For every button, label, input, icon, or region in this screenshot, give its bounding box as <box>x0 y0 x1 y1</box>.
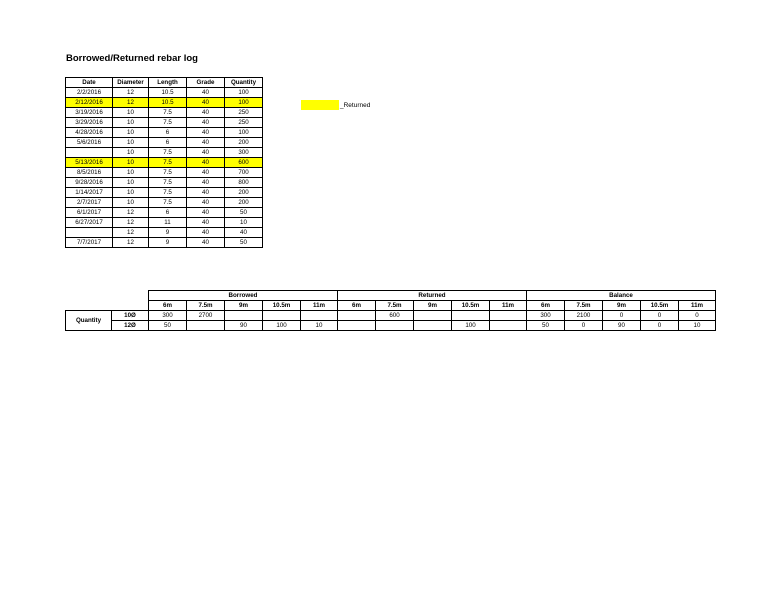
log-row <box>66 98 263 108</box>
log-cell-length: 6 <box>149 208 187 218</box>
length-header: 11m <box>301 301 338 311</box>
summary-body <box>66 311 716 331</box>
log-cell-quantity: 200 <box>225 138 263 148</box>
log-row <box>66 228 263 238</box>
balance-cell: 10 <box>679 321 716 331</box>
log-cell-length: 7.5 <box>149 178 187 188</box>
length-header: 11m <box>679 301 716 311</box>
log-cell-date: 4/28/2016 <box>66 128 113 138</box>
log-row <box>66 118 263 128</box>
returned-cell <box>490 321 527 331</box>
summary-length-row <box>66 301 716 311</box>
log-cell-date: 6/1/2017 <box>66 208 113 218</box>
log-cell-length: 7.5 <box>149 198 187 208</box>
log-cell-diameter: 10 <box>113 178 149 188</box>
length-header: 9m <box>414 301 452 311</box>
log-cell-date: 8/5/2016 <box>66 168 113 178</box>
log-cell-date: 5/6/2016 <box>66 138 113 148</box>
group-balance: Balance <box>527 291 716 301</box>
log-cell-quantity: 600 <box>225 158 263 168</box>
returned-cell <box>452 311 490 321</box>
log-cell-grade: 40 <box>187 118 225 128</box>
log-cell-diameter: 10 <box>113 138 149 148</box>
log-cell-quantity: 50 <box>225 238 263 248</box>
log-header-diameter: Diameter <box>113 78 149 88</box>
log-row <box>66 108 263 118</box>
log-cell-diameter: 12 <box>113 88 149 98</box>
log-cell-quantity: 700 <box>225 168 263 178</box>
log-cell-date: 3/19/2016 <box>66 108 113 118</box>
log-cell-date: 2/2/2016 <box>66 88 113 98</box>
log-row <box>66 188 263 198</box>
log-cell-grade: 40 <box>187 88 225 98</box>
balance-cell: 300 <box>527 311 565 321</box>
log-cell-date: 2/12/2016 <box>66 98 113 108</box>
balance-cell: 0 <box>603 311 641 321</box>
borrowed-cell: 100 <box>263 321 301 331</box>
log-cell-quantity: 250 <box>225 108 263 118</box>
log-cell-quantity: 100 <box>225 88 263 98</box>
returned-cell <box>338 311 376 321</box>
summary-group-row <box>66 291 716 301</box>
log-cell-length: 9 <box>149 228 187 238</box>
legend-swatch <box>301 100 339 110</box>
length-header: 6m <box>149 301 187 311</box>
log-cell-grade: 40 <box>187 208 225 218</box>
returned-cell <box>338 321 376 331</box>
log-cell-diameter: 12 <box>113 238 149 248</box>
log-cell-date: 3/29/2016 <box>66 118 113 128</box>
log-cell-grade: 40 <box>187 138 225 148</box>
balance-cell: 0 <box>641 311 679 321</box>
borrowed-cell: 10 <box>301 321 338 331</box>
log-cell-grade: 40 <box>187 218 225 228</box>
log-cell-quantity: 100 <box>225 128 263 138</box>
log-row <box>66 138 263 148</box>
log-cell-grade: 40 <box>187 128 225 138</box>
log-cell-diameter: 12 <box>113 98 149 108</box>
log-cell-length: 11 <box>149 218 187 228</box>
log-cell-diameter: 10 <box>113 198 149 208</box>
log-cell-grade: 40 <box>187 158 225 168</box>
log-header-row <box>66 78 263 88</box>
page-title: Borrowed/Returned rebar log <box>66 53 198 64</box>
legend <box>301 100 370 110</box>
log-row <box>66 178 263 188</box>
borrowed-cell: 300 <box>149 311 187 321</box>
log-header-date: Date <box>66 78 113 88</box>
log-cell-grade: 40 <box>187 168 225 178</box>
borrowed-cell <box>301 311 338 321</box>
log-cell-diameter: 10 <box>113 118 149 128</box>
log-row <box>66 158 263 168</box>
log-cell-grade: 40 <box>187 238 225 248</box>
balance-cell: 90 <box>603 321 641 331</box>
log-cell-quantity: 250 <box>225 118 263 128</box>
log-cell-quantity: 300 <box>225 148 263 158</box>
log-cell-quantity: 50 <box>225 208 263 218</box>
log-cell-diameter: 12 <box>113 208 149 218</box>
log-row <box>66 128 263 138</box>
balance-cell: 0 <box>679 311 716 321</box>
returned-cell <box>414 311 452 321</box>
borrowed-cell: 90 <box>225 321 263 331</box>
log-cell-length: 9 <box>149 238 187 248</box>
summary-row <box>66 321 716 331</box>
log-cell-date: 1/14/2017 <box>66 188 113 198</box>
log-body <box>66 88 263 248</box>
log-cell-grade: 40 <box>187 108 225 118</box>
length-header: 10.5m <box>452 301 490 311</box>
diameter-label: 12Ø <box>112 321 149 331</box>
summary-row <box>66 311 716 321</box>
borrowed-cell: 2700 <box>187 311 225 321</box>
borrowed-cell: 50 <box>149 321 187 331</box>
log-cell-diameter: 10 <box>113 148 149 158</box>
balance-cell: 2100 <box>565 311 603 321</box>
balance-cell: 50 <box>527 321 565 331</box>
returned-cell <box>414 321 452 331</box>
log-cell-length: 7.5 <box>149 188 187 198</box>
log-cell-length: 6 <box>149 128 187 138</box>
group-returned: Returned <box>338 291 527 301</box>
log-cell-date <box>66 228 113 238</box>
log-row <box>66 208 263 218</box>
log-cell-length: 10.5 <box>149 88 187 98</box>
log-cell-grade: 40 <box>187 98 225 108</box>
returned-cell: 600 <box>376 311 414 321</box>
borrowed-cell <box>263 311 301 321</box>
log-cell-quantity: 10 <box>225 218 263 228</box>
log-cell-quantity: 100 <box>225 98 263 108</box>
log-cell-date: 2/7/2017 <box>66 198 113 208</box>
log-cell-length: 7.5 <box>149 158 187 168</box>
log-cell-diameter: 10 <box>113 168 149 178</box>
log-cell-date: 5/13/2016 <box>66 158 113 168</box>
log-cell-length: 7.5 <box>149 148 187 158</box>
log-cell-date: 9/28/2016 <box>66 178 113 188</box>
log-cell-grade: 40 <box>187 178 225 188</box>
log-cell-length: 7.5 <box>149 118 187 128</box>
log-cell-length: 10.5 <box>149 98 187 108</box>
log-cell-date: 6/27/2017 <box>66 218 113 228</box>
length-header: 7.5m <box>376 301 414 311</box>
log-cell-diameter: 12 <box>113 228 149 238</box>
log-cell-quantity: 200 <box>225 198 263 208</box>
log-cell-diameter: 12 <box>113 218 149 228</box>
returned-cell: 100 <box>452 321 490 331</box>
length-header: 11m <box>490 301 527 311</box>
log-cell-date <box>66 148 113 158</box>
length-header: 6m <box>338 301 376 311</box>
log-cell-grade: 40 <box>187 228 225 238</box>
legend-label: _Returned <box>340 101 371 109</box>
log-row <box>66 168 263 178</box>
balance-cell: 0 <box>565 321 603 331</box>
log-cell-diameter: 10 <box>113 158 149 168</box>
log-cell-grade: 40 <box>187 148 225 158</box>
log-header-length: Length <box>149 78 187 88</box>
log-cell-length: 7.5 <box>149 108 187 118</box>
length-header: 10.5m <box>263 301 301 311</box>
log-cell-grade: 40 <box>187 198 225 208</box>
log-cell-diameter: 10 <box>113 128 149 138</box>
log-cell-diameter: 10 <box>113 188 149 198</box>
length-header: 10.5m <box>641 301 679 311</box>
quantity-row-header: Quantity <box>66 311 112 331</box>
length-header: 7.5m <box>565 301 603 311</box>
log-header-grade: Grade <box>187 78 225 88</box>
rebar-log-table <box>65 77 263 248</box>
log-row <box>66 88 263 98</box>
log-row <box>66 238 263 248</box>
log-cell-grade: 40 <box>187 188 225 198</box>
borrowed-cell <box>187 321 225 331</box>
log-cell-quantity: 40 <box>225 228 263 238</box>
log-cell-diameter: 10 <box>113 108 149 118</box>
length-header: 7.5m <box>187 301 225 311</box>
log-cell-quantity: 800 <box>225 178 263 188</box>
log-header-quantity: Quantity <box>225 78 263 88</box>
log-row <box>66 218 263 228</box>
log-cell-length: 7.5 <box>149 168 187 178</box>
summary-table <box>65 290 716 331</box>
diameter-label: 10Ø <box>112 311 149 321</box>
log-row <box>66 148 263 158</box>
length-header: 6m <box>527 301 565 311</box>
group-borrowed: Borrowed <box>149 291 338 301</box>
returned-cell <box>490 311 527 321</box>
length-header: 9m <box>225 301 263 311</box>
balance-cell: 0 <box>641 321 679 331</box>
log-cell-quantity: 200 <box>225 188 263 198</box>
log-cell-date: 7/7/2017 <box>66 238 113 248</box>
log-row <box>66 198 263 208</box>
log-cell-length: 6 <box>149 138 187 148</box>
length-header: 9m <box>603 301 641 311</box>
borrowed-cell <box>225 311 263 321</box>
returned-cell <box>376 321 414 331</box>
